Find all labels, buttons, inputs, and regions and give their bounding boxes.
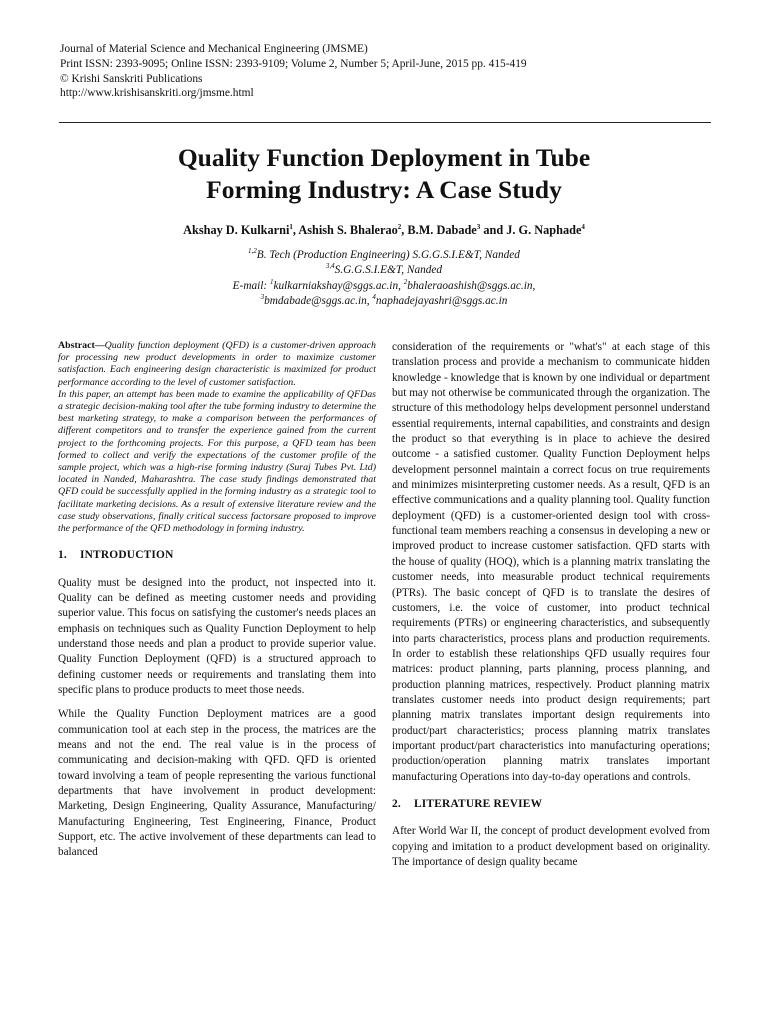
author-2: , Ashish S. Bhalerao [292, 223, 398, 237]
email-4[interactable]: naphadejayashri@sggs.ac.in [375, 294, 508, 307]
intro-continuation-paragraph: consideration of the requirements or "what's" at each stage of this translation process and provide a mechanism to communicate hidden knowledge - knowledge that is known by one individual or department but may not otherwise be communicated through the organization. The structure of this methodology helps development personnel understand essential requirements, internal capabilities, and constraints and design the product so that everything is in place to achieve the desired outcome - a satisfied customer. Quality Function Deployment helps development personnel maintain a correct focus on true requirements and minimizes misinterpreting customer needs. As a result, QFD is an effective communications and a quality planning tool. Quality function deployment (QFD) is a customer-oriented design tool with cross-functional team members reaching a consensus in developing a new or improved product to increase customer satisfaction. QFD starts with the house of quality (HOQ), which is a planning matrix translating the customer needs, into measurable product technical requirements (PTRs). The basic concept of QFD is to translate the desires of customers, i.e. the voice of customer, into product technical requirements (PTRs) or engineering characteristics, and subsequently into parts characteristics, process plans and production requirements. In order to establish these relationships QFD usually requires four matrices: product planning, parts planning, process planning, and production planning matrices, respectively. Product planning matrix translates customer needs into product design requirements; part planning matrix translates important design requirements into product/part characteristics; process planning matrix translates important product/part characteristics into manufacturing operations; production/operation planning matrix translates important manufacturing Operations into day-to-day operations and controls. [392, 341, 710, 783]
email-2[interactable]: bhaleraoashish@sggs.ac.in, [407, 279, 536, 292]
abstract-paragraph-2: In this paper, an attempt has been made to examine the applicability of QFDas a strategic decision-making tool after the tube forming industry to determine the best marketing strategy, to make a comparison between the performances of different competitors and to transfer the experience gained from the current project to the forthcoming projects. For this purpose, a QFD team has been formed to collect and verify the expectations of the customer profile of the sample project, which was a high-rise forming industry (Suraj Tubes Pvt. Ltd) located in Nanded, Maharashtra. The case study findings demonstrated that QFD could be successfully applied in the forming industry as a strategic tool to facilitate marketing decisions. As a result of extensive literature review and the case study observations, finally critical success factorsare proposed to improve the performance of the QFD methodology in forming industry. [58, 388, 376, 535]
email-line-2 [60, 294, 708, 309]
email-1[interactable]: kulkarniakshay@sggs.ac.in, [273, 279, 404, 292]
email-3[interactable]: bmdabade@sggs.ac.in, [264, 294, 373, 307]
journal-name: Journal of Material Science and Mechanical Engineering (JMSME) [60, 43, 368, 55]
right-column [392, 340, 710, 879]
email-2-sup: 2 [403, 277, 408, 286]
section-number: 1. [58, 549, 67, 562]
title-line-2: Forming Industry: A Case Study [206, 175, 562, 204]
author-4: and J. G. Naphade [480, 223, 582, 237]
affiliation-2-sup: 3,4 [325, 262, 335, 271]
affiliation-1-text: B. Tech (Production Engineering) S.G.G.S.I.E&T, Nanded [256, 249, 520, 261]
abstract-label: Abstract— [58, 340, 105, 351]
section-title: LITERATURE REVIEW [414, 797, 543, 810]
affiliations [60, 248, 708, 309]
email-4-sup: 4 [372, 293, 376, 302]
author-3-sup: 3 [476, 222, 481, 231]
section-title: INTRODUCTION [80, 549, 174, 562]
journal-issn: Print ISSN: 2393-9095; Online ISSN: 2393-9109; Volume 2, Number 5; April-June, 2015 pp. 415-419 [60, 57, 527, 70]
literature-paragraph-1: After World War II, the concept of product development evolved from copying and imitation to a product development based on originality. The importance of design quality became [392, 825, 710, 868]
affiliation-1-sup: 1,2 [248, 247, 257, 256]
paper-title [60, 142, 708, 206]
left-column [58, 340, 376, 870]
title-line-1: Quality Function Deployment in Tube [177, 143, 591, 172]
email-label: E-mail: [232, 279, 270, 292]
journal-url[interactable]: http://www.krishisanskriti.org/jmsme.html [60, 87, 254, 100]
header-divider [59, 122, 711, 123]
affiliation-2 [60, 263, 708, 278]
author-3: , B.M. Dabade [401, 223, 477, 237]
author-4-sup: 4 [581, 222, 585, 231]
abstract-text-1: Quality function deployment (QFD) is a customer-driven approach for processing new product developments in order to maximize customer satisfaction. Each engineering design characteristic is maximized for product performance according to the level of customer satisfaction. [58, 340, 376, 388]
email-line-1 [60, 279, 708, 294]
section-number: 2. [392, 797, 401, 810]
intro-paragraph-2: While the Quality Function Deployment matrices are a good communication tool at each step in the process, the matrices are the means and not the end. The real value is in the process of communicating and decision-making with QFD. QFD is oriented toward involving a team of people representing the various functional departments that have involvement in product development: Marketing, Design Engineering, Quality Assurance, Manufacturing/ Manufacturing Engineering, Test Engineering, Finance, Product Support, etc. The active involvement of these departments can lead to balanced [58, 708, 376, 859]
email-1-sup: 1 [270, 277, 274, 286]
email-3-sup: 3 [260, 293, 265, 302]
affiliation-2-text: S.G.G.S.I.E&T, Nanded [334, 264, 443, 277]
intro-paragraph-1: Quality must be designed into the product, not inspected into it. Quality can be defined as meeting customer needs and providing superior value. This focus on satisfying the customer's needs places an emphasis on techniques such as Quality Function Deployment to help understand those needs and plan a product to provide superior value. Quality Function Deployment (QFD) is a structured approach to defining customer needs or requirements and translating them into specific plans to produce products to meet those needs. [58, 576, 376, 696]
abstract-paragraph-1 [58, 340, 376, 389]
author-list [60, 223, 708, 238]
section-heading-introduction [58, 548, 376, 563]
author-1: Akshay D. Kulkarni [183, 223, 290, 237]
author-1-sup: 1 [289, 222, 293, 231]
affiliation-1 [60, 248, 708, 263]
author-2-sup: 2 [397, 222, 402, 231]
journal-publisher: © Krishi Sanskriti Publications [60, 72, 203, 85]
abstract [58, 340, 376, 535]
section-heading-literature-review [392, 797, 710, 812]
journal-header [60, 42, 710, 101]
